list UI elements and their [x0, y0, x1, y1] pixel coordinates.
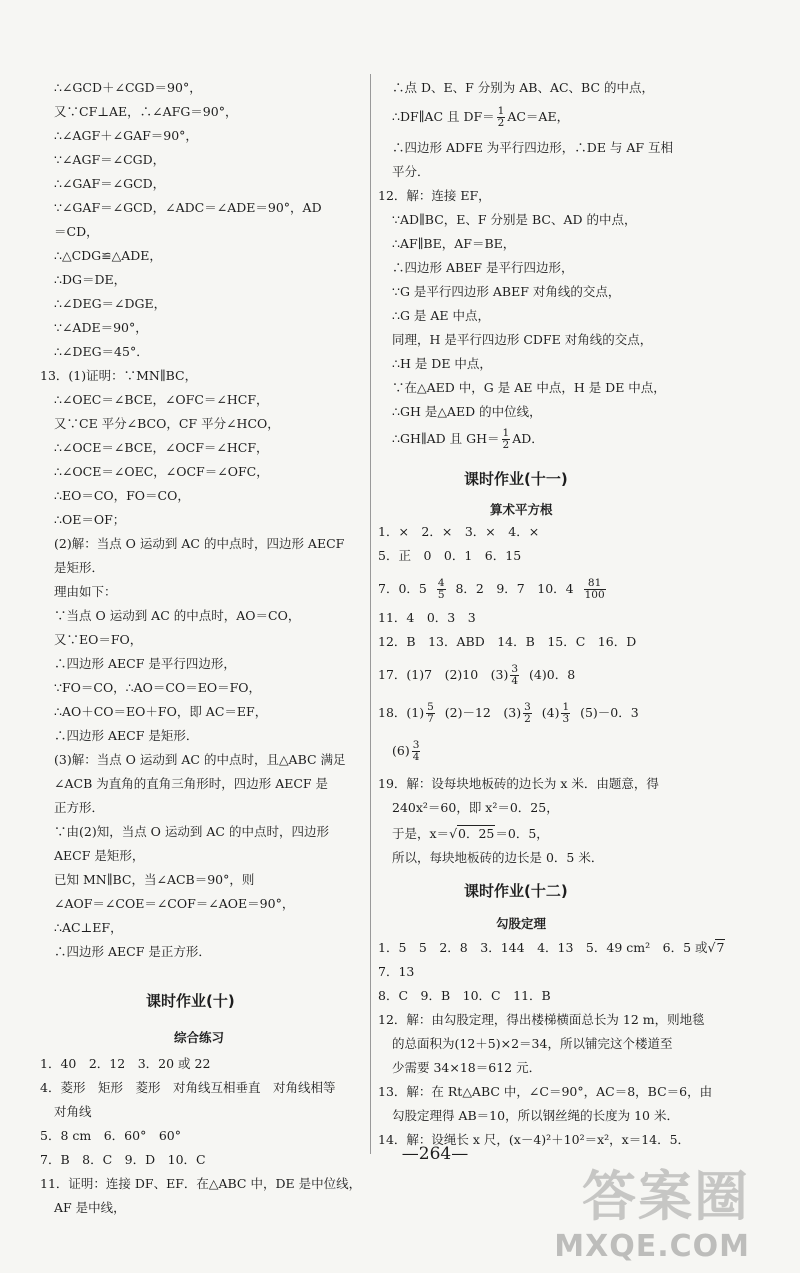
text-line: AECF 是矩形，	[54, 848, 145, 863]
fraction-denominator: 2	[502, 439, 510, 451]
text-line: ∴四边形 ADFE 为平行四边形，∴DE 与 AF 互相	[392, 140, 674, 155]
text-line: 的总面积为(12＋5)×2＝34，所以铺完这个楼道至	[392, 1036, 673, 1051]
text-line: 已知 MN∥BC，当∠ACB＝90°，则	[54, 872, 255, 887]
text-line-fraction	[392, 106, 569, 129]
section-title-11: 课时作业(十一)	[464, 470, 568, 488]
fraction	[561, 702, 570, 725]
text-segment: 7．0．5	[378, 581, 427, 596]
text-line: ∴∠AGF＋∠GAF＝90°，	[54, 128, 198, 143]
text-line: ∴四边形 AECF 是矩形．	[54, 728, 199, 743]
text-line: ∴∠OCE＝∠BCE，∠OCF＝∠HCF，	[54, 440, 269, 455]
problem-12-heading: 12．解：连接 EF，	[378, 188, 491, 203]
text-line: 7．13	[378, 964, 415, 979]
problem-13-heading: 13．(1)证明：∵MN∥BC，	[40, 368, 198, 383]
text-segment: AD．	[512, 431, 544, 446]
watermark-logo: 答案圈	[582, 1165, 750, 1228]
text-segment: AC＝AE，	[507, 109, 570, 124]
text-segment: ∴GH∥AD 且 GH＝	[392, 431, 500, 446]
text-line: ∴DG＝DE，	[54, 272, 127, 287]
text-segment: ∴DF∥AC 且 DF＝	[392, 109, 495, 124]
text-line: ∴AC⊥EF，	[54, 920, 123, 935]
fraction-numerator: 5	[427, 701, 434, 713]
text-line: 11．4 0．3 3	[378, 610, 476, 625]
text-line: AF 是中线，	[54, 1200, 126, 1215]
text-line: ∴H 是 DE 中点，	[392, 356, 492, 371]
fraction	[426, 702, 435, 725]
fraction	[523, 702, 532, 725]
text-line: ∵FO＝CO，∴AO＝CO＝EO＝FO，	[54, 680, 262, 695]
fraction	[584, 578, 606, 601]
text-line: 240x²＝60，即 x²＝0．25，	[392, 800, 559, 815]
text-line: 5．正 0 0．1 6．15	[378, 548, 522, 563]
text-line: ∴∠GAF＝∠GCD，	[54, 176, 166, 191]
text-line: 又∵CE 平分∠BCO，CF 平分∠HCO，	[54, 416, 280, 431]
section-subtitle-10: 综合练习	[174, 1030, 225, 1045]
text-line: 正方形．	[54, 800, 105, 815]
fraction-numerator: 1	[562, 701, 570, 713]
text-line: 同理，H 是平行四边形 CDFE 对角线的交点，	[392, 332, 653, 347]
text-segment: (4)0．8	[529, 667, 576, 682]
text-line: 12．B 13．ABD 14．B 15．C 16．D	[378, 634, 637, 649]
text-line: 勾股定理得 AB＝10，所以钢丝绳的长度为 10 米．	[392, 1108, 679, 1123]
problem-14-heading: 14．解：设绳长 x 尺，(x－4)²＋10²＝x²，x＝14．5．	[378, 1132, 691, 1147]
sqrt-radicand: 7	[716, 940, 725, 955]
problem-19-heading: 19．解：设每块地板砖的边长为 x 米．由题意，得	[378, 776, 659, 791]
text-line: ＝CD，	[54, 224, 99, 239]
fraction-numerator: 1	[502, 427, 510, 439]
text-line: ∴四边形 AECF 是正方形．	[54, 944, 211, 959]
fraction-numerator: 81	[584, 578, 606, 590]
sqrt-sign: √	[449, 826, 458, 841]
text-segment: 于是，x＝	[392, 826, 450, 841]
fraction	[412, 740, 421, 763]
text-segment: 8．2 9．7 10．4	[455, 581, 574, 596]
text-line: ∴∠DEG＝45°．	[54, 344, 149, 359]
text-line-fraction	[378, 702, 639, 725]
text-segment: 1．5 5 2．8 3．144 4．13 5．49 cm² 6．5 或	[378, 940, 708, 955]
text-line: 对角线	[54, 1104, 92, 1119]
fraction	[497, 106, 506, 129]
text-line: (3)解：当点 O 运动到 AC 的中点时，且△ABC 满足	[54, 752, 346, 767]
text-segment: (2)－12 (3)	[444, 705, 522, 720]
text-line: 平分．	[392, 164, 430, 179]
text-line: ∴∠DEG＝∠DGE，	[54, 296, 167, 311]
problem-12b-heading: 12．解：由勾股定理，得出楼梯横面总长为 12 m，则地毯	[378, 1012, 705, 1027]
text-line: ∴GH 是△AED 的中位线，	[392, 404, 542, 419]
text-line: 少需要 34×18＝612 元．	[392, 1060, 542, 1075]
text-line: ∵∠AGF＝∠CGD，	[54, 152, 166, 167]
text-line: ∵AD∥BC，E、F 分别是 BC、AD 的中点，	[392, 212, 637, 227]
text-line: 11．证明：连接 DF、EF．在△ABC 中，DE 是中位线，	[40, 1176, 362, 1191]
text-line: ∴△CDG≌△ADE，	[54, 248, 162, 263]
fraction-numerator: 3	[524, 701, 531, 713]
text-line: ∴G 是 AE 中点，	[392, 308, 491, 323]
fraction-denominator: 4	[412, 751, 420, 763]
fraction-numerator: 1	[497, 105, 505, 117]
text-line: 又∵CF⊥AE，∴∠AFG＝90°，	[54, 104, 238, 119]
text-line: ∵当点 O 运动到 AC 的中点时，AO＝CO，	[54, 608, 301, 623]
fraction-numerator: 4	[437, 577, 445, 589]
text-segment: ＝0．5，	[495, 826, 549, 841]
text-line: 5．8 cm 6．60° 60°	[40, 1128, 181, 1143]
text-line: ∠AOF＝∠COE＝∠COF＝∠AOE＝90°，	[54, 896, 295, 911]
section-subtitle-11: 算术平方根	[490, 502, 553, 517]
text-segment: 18．(1)	[378, 705, 425, 720]
text-line: ∵G 是平行四边形 ABEF 对角线的交点，	[392, 284, 621, 299]
fraction-denominator: 100	[584, 589, 605, 601]
text-line-sqrt	[392, 826, 549, 842]
fraction-denominator: 7	[427, 713, 434, 725]
fraction-denominator: 4	[511, 675, 519, 687]
text-line: ∴EO＝CO，FO＝CO，	[54, 488, 190, 503]
section-title-12: 课时作业(十二)	[464, 882, 568, 900]
fraction	[437, 578, 446, 601]
sqrt-radicand: 0．25	[458, 826, 495, 841]
text-line: ∴OE＝OF；	[54, 512, 126, 527]
text-line: 1．40 2．12 3．20 或 22	[40, 1056, 211, 1071]
watermark-site: MXQE.COM	[554, 1229, 750, 1264]
text-line: ∴四边形 ABEF 是平行四边形，	[392, 260, 574, 275]
fraction-numerator: 3	[412, 739, 420, 751]
text-segment: (5)－0．3	[580, 705, 639, 720]
text-line: ∵∠GAF＝∠GCD，∠ADC＝∠ADE＝90°，AD	[54, 200, 322, 215]
section-title-10: 课时作业(十)	[146, 992, 235, 1010]
fraction	[510, 664, 519, 687]
text-line: 8．C 9．B 10．C 11．B	[378, 988, 551, 1003]
text-line: ∴∠OEC＝∠BCE，∠OFC＝∠HCF，	[54, 392, 269, 407]
text-line-fraction	[392, 740, 422, 763]
text-line: 所以，每块地板砖的边长是 0．5 米．	[392, 850, 604, 865]
fraction-numerator: 3	[511, 663, 519, 675]
text-line-sqrt	[378, 940, 725, 956]
text-line: ∴AF∥BE，AF＝BE，	[392, 236, 516, 251]
text-segment: (6)	[392, 743, 410, 758]
text-line: ∴∠OCE＝∠OEC，∠OCF＝∠OFC，	[54, 464, 269, 479]
text-line: ∴四边形 AECF 是平行四边形，	[54, 656, 236, 671]
text-line: ∴点 D、E、F 分别为 AB、AC、BC 的中点，	[392, 80, 655, 95]
text-line: ∠ACB 为直角的直角三角形时，四边形 AECF 是	[54, 776, 329, 791]
column-divider	[370, 74, 371, 1154]
fraction-denominator: 2	[497, 117, 505, 129]
text-line: ∵∠ADE＝90°，	[54, 320, 148, 335]
text-line: ∴∠GCD＋∠CGD＝90°，	[54, 80, 202, 95]
text-line: (2)解：当点 O 运动到 AC 的中点时，四边形 AECF	[54, 536, 345, 551]
text-line: 7．B 8．C 9．D 10．C	[40, 1152, 206, 1167]
text-line-fraction	[378, 578, 608, 601]
text-line: 是矩形．	[54, 560, 105, 575]
text-segment: 17．(1)7 (2)10 (3)	[378, 667, 509, 682]
watermark	[420, 1150, 770, 1270]
text-line: 1．× 2．× 3．× 4．×	[378, 524, 540, 539]
fraction-denominator: 5	[437, 589, 445, 601]
text-line: 4．菱形 矩形 菱形 对角线互相垂直 对角线相等	[40, 1080, 336, 1095]
page-number: —264—	[401, 1144, 469, 1164]
text-line: ∴AO＋CO＝EO＋FO，即 AC＝EF，	[54, 704, 268, 719]
fraction-denominator: 2	[524, 713, 531, 725]
fraction-denominator: 3	[562, 713, 570, 725]
text-line-fraction	[392, 428, 544, 451]
problem-13b-heading: 13．解：在 Rt△ABC 中，∠C＝90°，AC＝8，BC＝6，由	[378, 1084, 713, 1099]
text-segment: (4)	[541, 705, 560, 720]
fraction	[502, 428, 511, 451]
section-subtitle-12: 勾股定理	[496, 916, 547, 931]
text-line: 又∵EO＝FO，	[54, 632, 143, 647]
text-line: 理由如下：	[54, 584, 117, 599]
text-line: ∵由(2)知，当点 O 运动到 AC 的中点时，四边形	[54, 824, 329, 839]
text-line-fraction	[378, 664, 575, 687]
text-line: ∵在△AED 中，G 是 AE 中点，H 是 DE 中点，	[392, 380, 666, 395]
sqrt-sign: √	[707, 940, 716, 955]
